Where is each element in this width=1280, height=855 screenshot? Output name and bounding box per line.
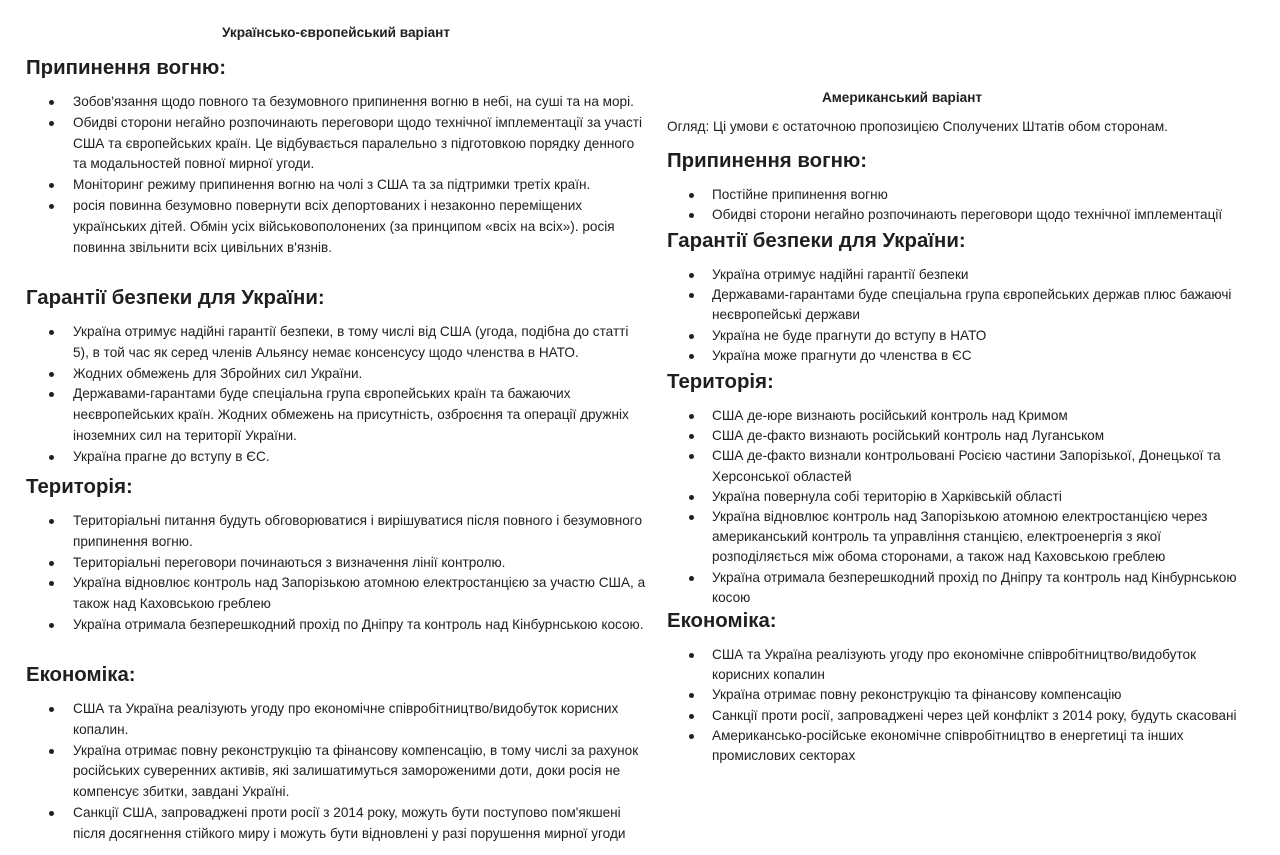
right-section-territory	[667, 371, 1257, 608]
bullet-list	[667, 185, 1257, 225]
list-item: Україна отримує надійні гарантії безпеки, в тому числі від США (угода, подібна до статті 5), в той час як серед членів Альянсу немає консенсусу щодо членства в НАТО.	[26, 322, 648, 364]
list-item: Моніторинг режиму припинення вогню на чолі з США та за підтримки третіх країн.	[26, 175, 648, 196]
right-section-ceasefire	[667, 150, 1257, 225]
list-item: Зобов'язання щодо повного та безумовного припинення вогню в небі, на суші та на морі.	[26, 92, 648, 113]
list-item: США де-факто визнають російський контроль над Луганськом	[667, 426, 1257, 446]
section-heading: Економіка:	[26, 664, 136, 686]
left-column-title: Українсько-європейський варіант	[221, 25, 451, 40]
left-section-security-guarantees	[26, 287, 648, 468]
list-item: Державами-гарантами буде спеціальна група європейських країн та бажаючих неєвропейських країн. Жодних обмежень на присутність, озброєння та операції дружніх іноземних сил на території України.	[26, 384, 648, 446]
bullet-list	[667, 645, 1257, 766]
list-item: Жодних обмежень для Збройних сил України.	[26, 364, 648, 385]
section-heading: Територія:	[667, 371, 774, 393]
bullet-list	[26, 511, 648, 636]
list-item: Обидві сторони негайно розпочинають переговори щодо технічної імплементації за участі США та європейських країн. Це відбувається паралельно з підготовкою порядку денного та модальностей повної мирної угоди.	[26, 113, 648, 175]
overview-text: Огляд: Ці умови є остаточною пропозицією Сполучених Штатів обом сторонам.	[667, 119, 1168, 134]
section-heading: Гарантії безпеки для України:	[667, 230, 966, 252]
list-item: Україна отримає повну реконструкцію та фінансову компенсацію	[667, 685, 1257, 705]
list-item: Американсько-російське економічне співробітництво в енергетиці та інших промислових секторах	[667, 726, 1257, 766]
list-item: США де-юре визнають російський контроль над Кримом	[667, 406, 1257, 426]
bullet-list	[26, 322, 648, 468]
list-item: росія повинна безумовно повернути всіх депортованих і незаконно переміщених українських дітей. Обмін усіх військовополонених (за принципом «всіх на всіх»). росія повинна звільнити всіх цивільних в'язнів.	[26, 196, 648, 258]
list-item: Санкції проти росії, запроваджені через цей конфлікт з 2014 року, будуть скасовані	[667, 706, 1257, 726]
list-item: США та Україна реалізують угоду про економічне співробітництво/видобуток корисних копалин	[667, 645, 1257, 685]
list-item: Україна повернула собі територію в Харківській області	[667, 487, 1257, 507]
list-item: Україна отримала безперешкодний прохід по Дніпру та контроль над Кінбурнською косою.	[26, 615, 648, 636]
left-section-economy	[26, 664, 648, 845]
list-item: Україна отримає повну реконструкцію та фінансову компенсацію, в тому числі за рахунок російських суверенних активів, які залишатимуться замороженими доти, доки росія не компенсує збитки, завдані Україні.	[26, 741, 648, 803]
left-section-ceasefire	[26, 57, 648, 258]
section-heading: Гарантії безпеки для України:	[26, 287, 325, 309]
section-heading: Територія:	[26, 476, 133, 498]
list-item: Україна отримує надійні гарантії безпеки	[667, 265, 1257, 285]
list-item: Україна може прагнути до членства в ЄС	[667, 346, 1257, 366]
right-section-economy	[667, 610, 1257, 766]
list-item: Україна прагне до вступу в ЄС.	[26, 447, 648, 468]
list-item: США та Україна реалізують угоду про економічне співробітництво/видобуток корисних копалин.	[26, 699, 648, 741]
list-item: Територіальні переговори починаються з визначення лінії контролю.	[26, 553, 648, 574]
list-item: Територіальні питання будуть обговорюватися і вирішуватися після повного і безумовного припинення вогню.	[26, 511, 648, 553]
right-column-title: Американський варіант	[821, 90, 983, 105]
list-item: Постійне припинення вогню	[667, 185, 1257, 205]
bullet-list	[26, 699, 648, 845]
list-item: Україна відновлює контроль над Запорізькою атомною електростанцією через американський контроль та управління станцією, електроенергія з якої розподіляється між обома сторонами, а також над Каховською греблею	[667, 507, 1257, 568]
list-item: Україна отримала безперешкодний прохід по Дніпру та контроль над Кінбурнською косою	[667, 568, 1257, 608]
list-item: Державами-гарантами буде спеціальна група європейських держав плюс бажаючі неєвропейські держави	[667, 285, 1257, 325]
list-item: Обидві сторони негайно розпочинають переговори щодо технічної імплементації	[667, 205, 1257, 225]
bullet-list	[667, 265, 1257, 366]
right-section-security-guarantees	[667, 230, 1257, 366]
section-heading: Економіка:	[667, 610, 777, 632]
list-item: США де-факто визнали контрольовані Росією частини Запорізької, Донецької та Херсонської областей	[667, 446, 1257, 486]
list-item: Санкції США, запроваджені проти росії з 2014 року, можуть бути поступово пом'якшені після досягнення стійкого миру і можуть бути відновлені у разі порушення мирної угоди	[26, 803, 648, 845]
left-section-territory	[26, 476, 648, 636]
bullet-list	[667, 406, 1257, 608]
section-heading: Припинення вогню:	[26, 57, 227, 79]
section-heading: Припинення вогню:	[667, 150, 868, 172]
list-item: Україна відновлює контроль над Запорізькою атомною електростанцією за участю США, а також над Каховською греблею	[26, 573, 648, 615]
list-item: Україна не буде прагнути до вступу в НАТО	[667, 326, 1257, 346]
bullet-list	[26, 92, 648, 258]
